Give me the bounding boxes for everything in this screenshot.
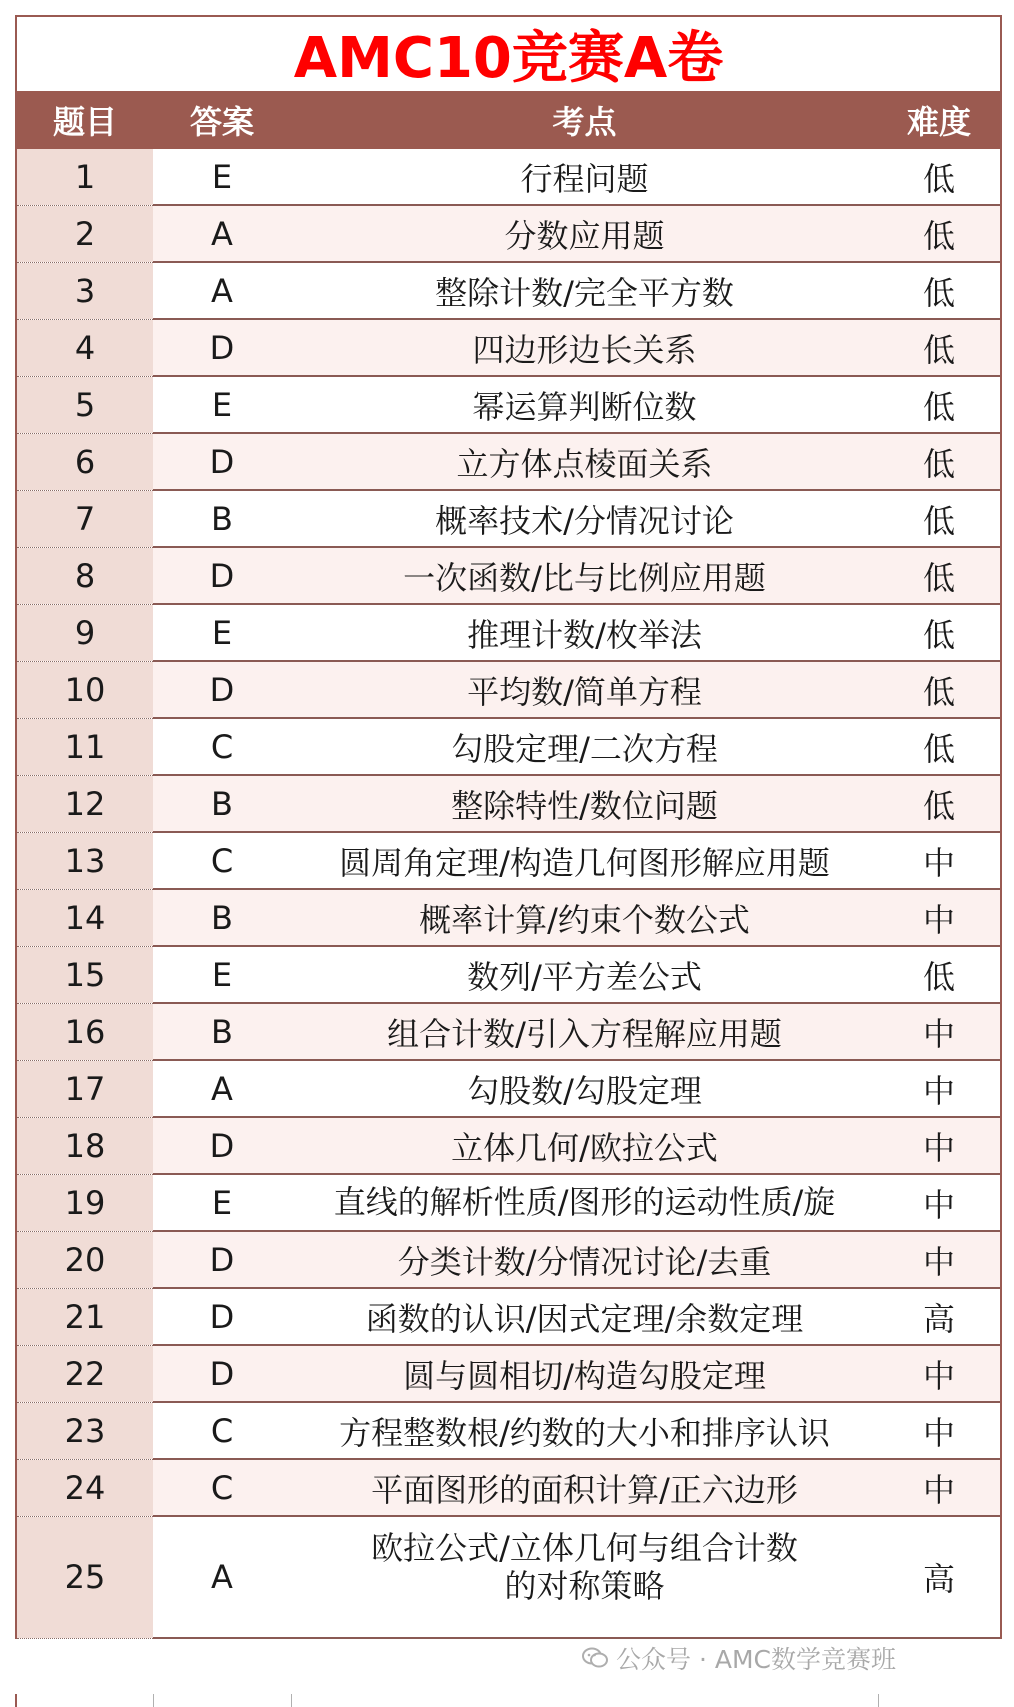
cell-difficulty: 中: [878, 1003, 1000, 1060]
cell-num: 13: [17, 832, 153, 889]
cell-difficulty: 低: [878, 149, 1000, 205]
header-topic: 考点: [291, 91, 878, 149]
cell-difficulty: 低: [878, 946, 1000, 1003]
table-row: [17, 1117, 1000, 1174]
table-row: [17, 433, 1000, 490]
cell-topic: 整除特性/数位问题: [291, 775, 878, 832]
cell-difficulty: 中: [878, 1060, 1000, 1117]
cell-answer: D: [153, 1288, 291, 1345]
cell-topic: 分数应用题: [291, 205, 878, 262]
cell-num: 8: [17, 547, 153, 604]
cell-num: 12: [17, 775, 153, 832]
cell-difficulty: 低: [878, 205, 1000, 262]
cell-difficulty: 低: [878, 319, 1000, 376]
table-row: [17, 946, 1000, 1003]
cell-topic: 概率技术/分情况讨论: [291, 490, 878, 547]
cell-difficulty: 低: [878, 433, 1000, 490]
table-row: [17, 1060, 1000, 1117]
cell-num: 1: [17, 149, 153, 205]
cell-answer: B: [153, 1003, 291, 1060]
cell-topic: 立方体点棱面关系: [291, 433, 878, 490]
wechat-icon: [582, 1647, 608, 1669]
cell-topic: 立体几何/欧拉公式: [291, 1117, 878, 1174]
table-row: [17, 604, 1000, 661]
cell-topic: 圆周角定理/构造几何图形解应用题: [291, 832, 878, 889]
table-row: [17, 376, 1000, 433]
cell-num: 11: [17, 718, 153, 775]
cell-answer: B: [153, 889, 291, 946]
cell-answer: D: [153, 547, 291, 604]
table-row: [17, 1288, 1000, 1345]
cell-topic-text: 直线的解析性质/图形的运动性质/旋: [333, 1183, 836, 1221]
table-tail: [15, 1694, 1004, 1707]
cell-num: 2: [17, 205, 153, 262]
cell-topic: 行程问题: [291, 149, 878, 205]
table-row: [17, 889, 1000, 946]
cell-answer: A: [153, 1060, 291, 1117]
cell-topic: 圆与圆相切/构造勾股定理: [291, 1345, 878, 1402]
cell-num: 4: [17, 319, 153, 376]
score-sheet: [15, 15, 1002, 1639]
cell-topic: 方程整数根/约数的大小和排序认识: [291, 1402, 878, 1459]
cell-difficulty: 中: [878, 1402, 1000, 1459]
cell-topic: 函数的认识/因式定理/余数定理: [291, 1288, 878, 1345]
table-row: [17, 319, 1000, 376]
cell-difficulty: 中: [878, 1459, 1000, 1516]
cell-num: 24: [17, 1459, 153, 1516]
cell-num: 16: [17, 1003, 153, 1060]
table-row: [17, 832, 1000, 889]
cell-answer: D: [153, 433, 291, 490]
cell-difficulty: 中: [878, 1117, 1000, 1174]
cell-topic: 幂运算判断位数: [291, 376, 878, 433]
cell-topic: 整除计数/完全平方数: [291, 262, 878, 319]
cell-answer: E: [153, 149, 291, 205]
header-num: 题目: [17, 91, 153, 149]
cell-topic: 概率计算/约束个数公式: [291, 889, 878, 946]
cell-num: 15: [17, 946, 153, 1003]
cell-num: 7: [17, 490, 153, 547]
cell-topic: 组合计数/引入方程解应用题: [291, 1003, 878, 1060]
cell-num: 19: [17, 1174, 153, 1231]
table-row: [17, 1174, 1000, 1231]
cell-num: 3: [17, 262, 153, 319]
cell-num: 21: [17, 1288, 153, 1345]
table-row: [17, 1003, 1000, 1060]
cell-answer: E: [153, 946, 291, 1003]
cell-answer: C: [153, 718, 291, 775]
answer-table: [17, 91, 1000, 1639]
cell-answer: C: [153, 1402, 291, 1459]
cell-difficulty: 低: [878, 547, 1000, 604]
cell-num: 20: [17, 1231, 153, 1288]
cell-difficulty: 中: [878, 1174, 1000, 1231]
cell-answer: E: [153, 604, 291, 661]
table-row: [17, 1516, 1000, 1638]
cell-answer: D: [153, 1231, 291, 1288]
cell-topic: 数列/平方差公式: [291, 946, 878, 1003]
cell-difficulty: 中: [878, 1231, 1000, 1288]
cell-difficulty: 低: [878, 376, 1000, 433]
cell-num: 10: [17, 661, 153, 718]
cell-answer: A: [153, 1516, 291, 1638]
cell-answer: C: [153, 1459, 291, 1516]
header-difficulty: 难度: [878, 91, 1000, 149]
cell-num: 9: [17, 604, 153, 661]
cell-num: 25: [17, 1516, 153, 1638]
table-row: [17, 775, 1000, 832]
table-row: [17, 1402, 1000, 1459]
cell-difficulty: 低: [878, 262, 1000, 319]
cell-difficulty: 低: [878, 775, 1000, 832]
sheet-title: AMC10竞赛A卷: [17, 17, 1000, 91]
cell-answer: B: [153, 490, 291, 547]
cell-topic: 分类计数/分情况讨论/去重: [291, 1231, 878, 1288]
cell-topic: 勾股定理/二次方程: [291, 718, 878, 775]
table-row: [17, 547, 1000, 604]
cell-answer: E: [153, 376, 291, 433]
table-row: [17, 205, 1000, 262]
cell-difficulty: 中: [878, 889, 1000, 946]
cell-answer: D: [153, 1345, 291, 1402]
watermark-text: 公众号 · AMC数学竞赛班: [616, 1645, 896, 1674]
cell-difficulty: 低: [878, 490, 1000, 547]
table-row: [17, 1459, 1000, 1516]
table-row: [17, 149, 1000, 205]
cell-topic: 四边形边长关系: [291, 319, 878, 376]
watermark: [582, 1640, 896, 1676]
cell-answer: A: [153, 205, 291, 262]
cell-topic: 平面图形的面积计算/正六边形: [291, 1459, 878, 1516]
cell-num: 6: [17, 433, 153, 490]
cell-num: 18: [17, 1117, 153, 1174]
table-row: [17, 490, 1000, 547]
cell-num: 23: [17, 1402, 153, 1459]
cell-answer: B: [153, 775, 291, 832]
cell-num: 14: [17, 889, 153, 946]
cell-answer: E: [153, 1174, 291, 1231]
cell-difficulty: 高: [878, 1288, 1000, 1345]
cell-num: 17: [17, 1060, 153, 1117]
cell-difficulty: 低: [878, 718, 1000, 775]
cell-difficulty: 低: [878, 661, 1000, 718]
table-row: [17, 661, 1000, 718]
cell-topic: 一次函数/比与比例应用题: [291, 547, 878, 604]
table-row: [17, 1231, 1000, 1288]
cell-answer: C: [153, 832, 291, 889]
table-row: [17, 262, 1000, 319]
cell-num: 5: [17, 376, 153, 433]
cell-answer: D: [153, 1117, 291, 1174]
cell-difficulty: 低: [878, 604, 1000, 661]
cell-answer: D: [153, 661, 291, 718]
cell-difficulty: 中: [878, 1345, 1000, 1402]
cell-difficulty: 中: [878, 832, 1000, 889]
cell-topic: 推理计数/枚举法: [291, 604, 878, 661]
cell-topic: 欧拉公式/立体几何与组合计数的对称策略: [291, 1516, 878, 1638]
cell-topic: [291, 1174, 878, 1231]
table-row: [17, 1345, 1000, 1402]
header-answer: 答案: [153, 91, 291, 149]
cell-answer: A: [153, 262, 291, 319]
cell-num: 22: [17, 1345, 153, 1402]
cell-topic: 勾股数/勾股定理: [291, 1060, 878, 1117]
header-row: [17, 91, 1000, 149]
table-row: [17, 718, 1000, 775]
cell-difficulty: 高: [878, 1516, 1000, 1638]
cell-topic: 平均数/简单方程: [291, 661, 878, 718]
cell-answer: D: [153, 319, 291, 376]
